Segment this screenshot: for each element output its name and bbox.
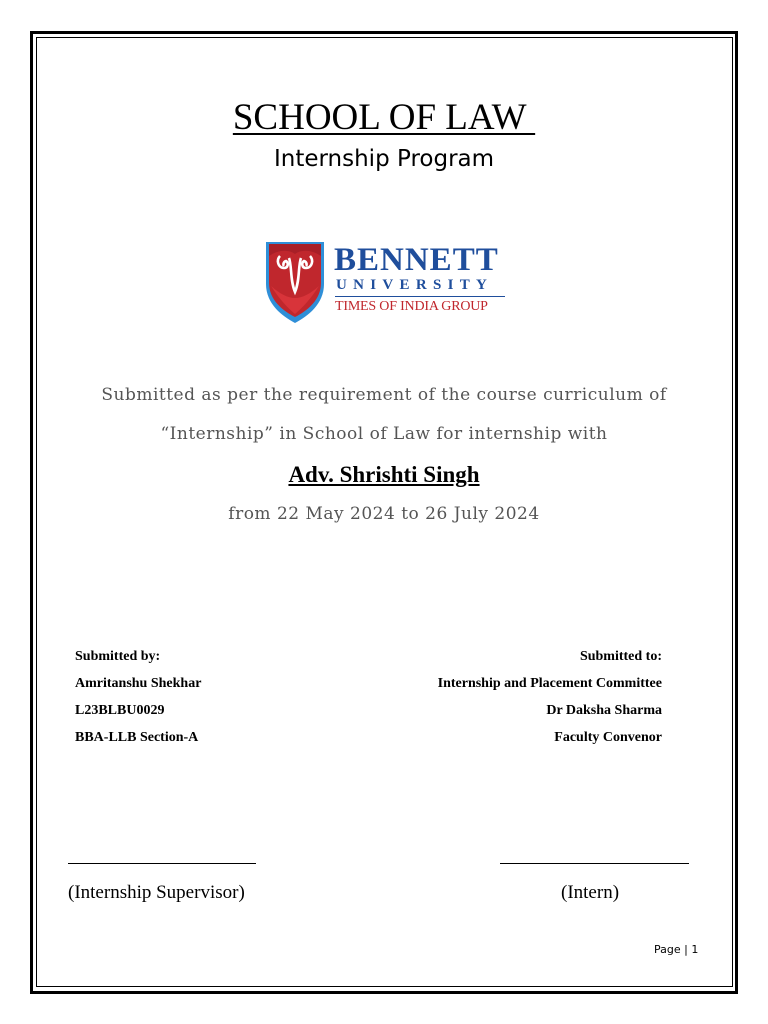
supervisor-signature-label: (Internship Supervisor) <box>68 882 245 903</box>
committee-name: Internship and Placement Committee <box>437 676 662 691</box>
internship-duration: from 22 May 2024 to 26 July 2024 <box>228 504 540 524</box>
student-id: L23BLBU0029 <box>75 703 165 718</box>
convenor-role: Faculty Convenor <box>554 730 662 745</box>
page-title: SCHOOL OF LAW <box>232 97 536 138</box>
logo-group: TIMES OF INDIA GROUP <box>335 299 488 314</box>
page-number: Page | 1 <box>654 943 699 956</box>
logo-wordmark: BENNETT <box>334 242 499 278</box>
submitted-by-block <box>75 643 201 751</box>
submitted-to-block <box>438 643 662 751</box>
advocate-name: Adv. Shrishti Singh <box>288 462 480 487</box>
page-subtitle: Internship Program <box>273 146 495 172</box>
supervisor-signature-line <box>68 863 256 864</box>
intern-signature-line <box>500 863 689 864</box>
logo-university: UNIVERSITY <box>336 277 494 293</box>
submitted-to-heading: Submitted to: <box>579 649 662 664</box>
convenor-name: Dr Daksha Sharma <box>546 703 662 718</box>
logo-divider <box>335 296 505 297</box>
student-program: BBA-LLB Section-A <box>75 730 199 745</box>
intern-signature-label: (Intern) <box>561 882 620 903</box>
submitted-by-heading: Submitted by: <box>75 649 161 664</box>
student-name: Amritanshu Shekhar <box>75 676 202 691</box>
requirement-text-line-1: Submitted as per the requirement of the course curriculum of <box>101 385 667 405</box>
requirement-text-line-2: “Internship” in School of Law for internship with <box>160 424 608 444</box>
